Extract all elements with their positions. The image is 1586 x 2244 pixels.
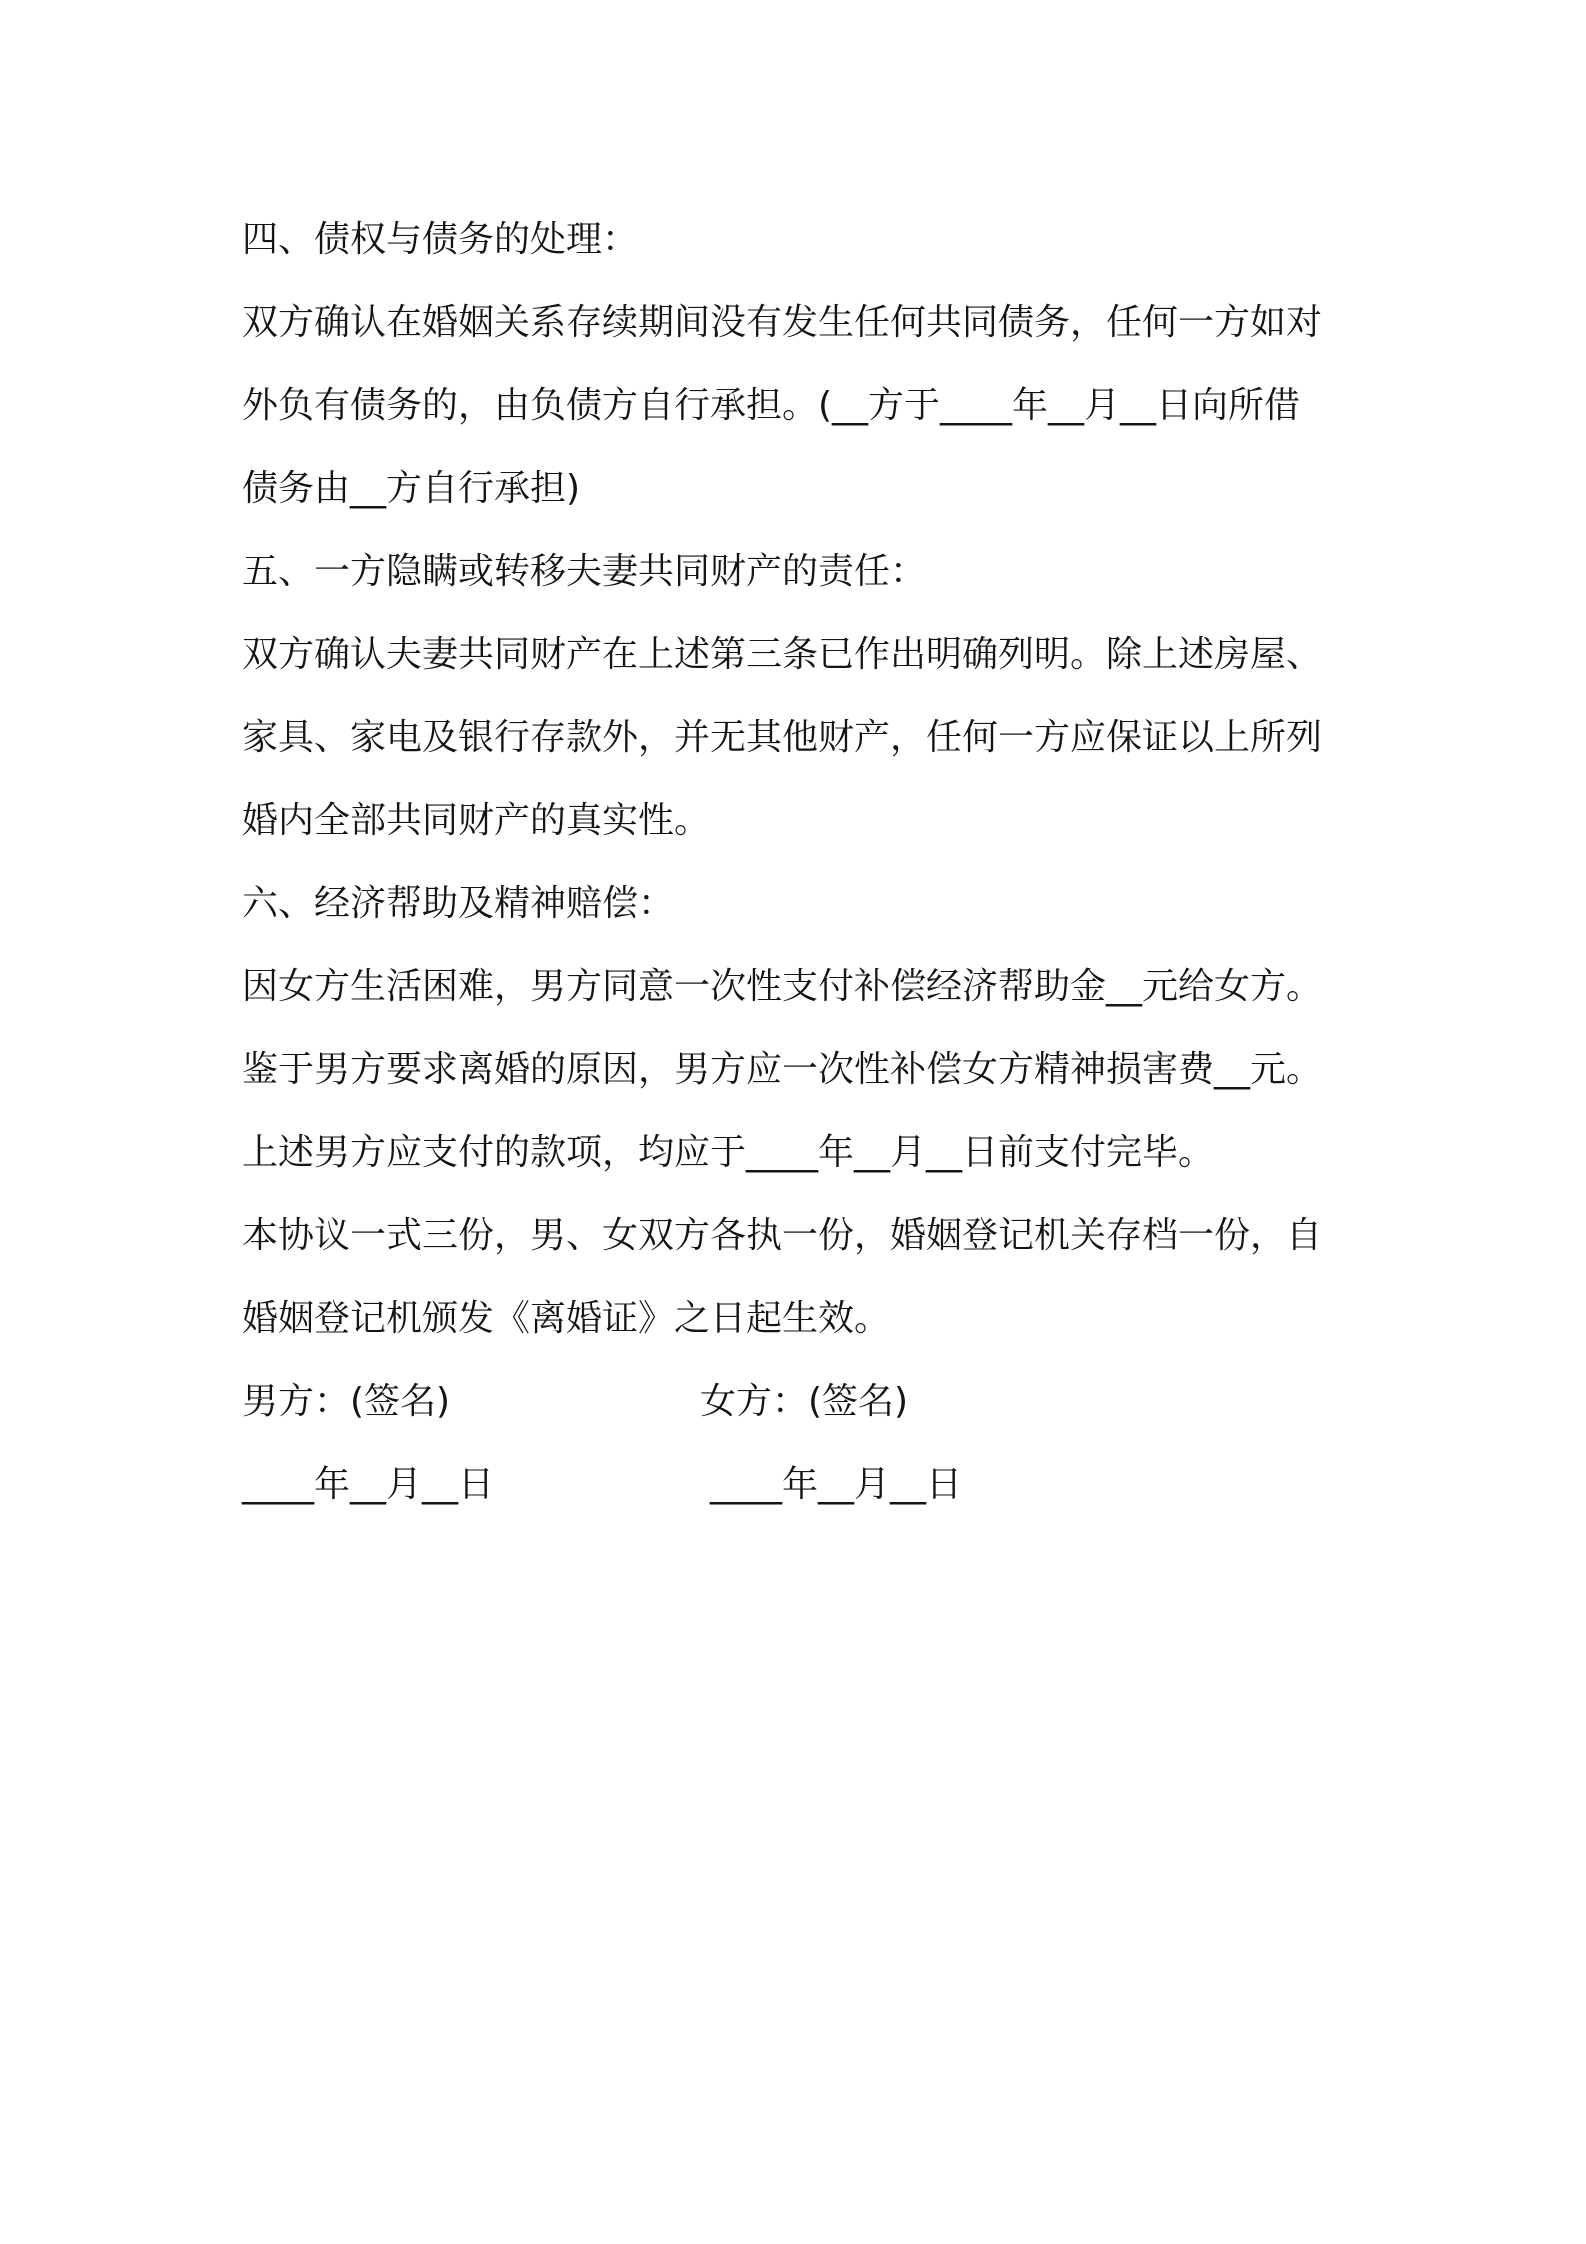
section-heading-debt: 四、债权与债务的处理： bbox=[242, 219, 639, 260]
document-page bbox=[242, 198, 1362, 1526]
section-heading-concealment: 五、一方隐瞒或转移夫妻共同财产的责任： bbox=[242, 551, 927, 592]
paragraph-line: 上述男方应支付的款项，均应于____年__月__日前支付完毕。 bbox=[242, 1132, 1215, 1173]
paragraph-line: 婚姻登记机颁发《离婚证》之日起生效。 bbox=[242, 1298, 891, 1339]
paragraph-line: 鉴于男方要求离婚的原因，男方应一次性补偿女方精神损害费__元。 bbox=[242, 1049, 1323, 1090]
paragraph-line: 婚内全部共同财产的真实性。 bbox=[242, 800, 711, 841]
male-signature-date: ____年__月__日 bbox=[242, 1464, 495, 1505]
female-signature-label: 女方：(签名) bbox=[700, 1381, 909, 1422]
paragraph-line: 本协议一式三份，男、女双方各执一份，婚姻登记机关存档一份，自 bbox=[242, 1215, 1323, 1256]
male-signature-label: 男方：(签名) bbox=[242, 1381, 451, 1422]
female-signature-date: ____年__月__日 bbox=[710, 1464, 963, 1505]
paragraph-line: 债务由__方自行承担) bbox=[242, 468, 581, 509]
signature-date-row bbox=[242, 1443, 1362, 1526]
signature-row bbox=[242, 1360, 1362, 1443]
section-heading-compensation: 六、经济帮助及精神赔偿： bbox=[242, 883, 675, 924]
paragraph-line: 家具、家电及银行存款外，并无其他财产，任何一方应保证以上所列 bbox=[242, 717, 1323, 758]
paragraph-line: 外负有债务的，由负债方自行承担。(__方于____年__月__日向所借 bbox=[242, 385, 1301, 426]
paragraph-line: 双方确认在婚姻关系存续期间没有发生任何共同债务，任何一方如对 bbox=[242, 302, 1323, 343]
paragraph-line: 双方确认夫妻共同财产在上述第三条已作出明确列明。除上述房屋、 bbox=[242, 634, 1323, 675]
paragraph-line: 因女方生活困难，男方同意一次性支付补偿经济帮助金__元给女方。 bbox=[242, 966, 1323, 1007]
